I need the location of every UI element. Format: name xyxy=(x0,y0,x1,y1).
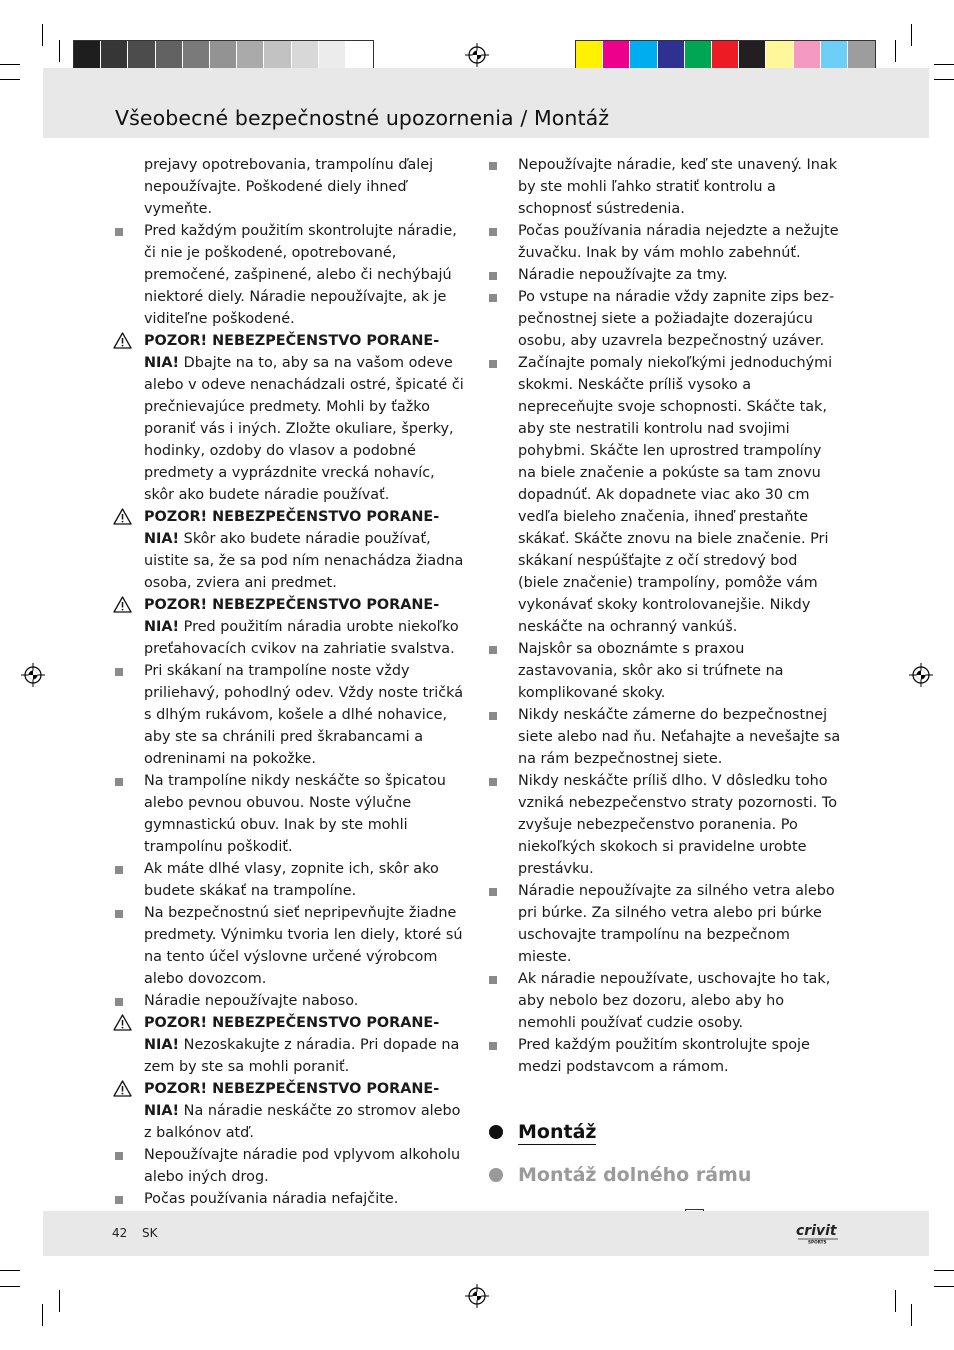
crop-mark xyxy=(895,40,896,62)
list-item: Na bezpečnostnú sieť nepripevňujte žiadne predmety. Výnimku tvoria len diely, ktoré sú na tento účel výslovne určené výrobcom alebo dovozcom. xyxy=(113,902,465,990)
color-swatch xyxy=(101,41,128,70)
warning-triangle-icon xyxy=(113,1080,132,1097)
svg-text:SPORTS: SPORTS xyxy=(808,1239,827,1245)
crop-mark xyxy=(911,1304,912,1326)
warning-item: POZOR! NEBEZPEČENSTVO PORANENIA! Pred použitím náradia urobte niekoľko preťahovacích cvikov na zahriatie svalstva. xyxy=(113,594,465,660)
color-swatch xyxy=(264,41,291,70)
color-swatch xyxy=(630,41,657,70)
list-item: Náradie nepoužívajte za tmy. xyxy=(487,264,842,286)
crop-mark xyxy=(0,1286,20,1287)
list-item: Náradie nepoužívajte naboso. xyxy=(113,990,465,1012)
list-item: Ak náradie nepoužívate, uschovajte ho tak, aby nebolo bez dozoru, alebo aby ho nemohli používať cudzie osoby. xyxy=(487,968,842,1034)
list-item: Najskôr sa oboznámte s praxou zastavovania, skôr ako si trúfnete na komplikované skoky. xyxy=(487,638,842,704)
color-swatch xyxy=(658,41,685,70)
list-item: Náradie nepoužívajte za silného vetra alebo pri búrke. Za silného vetra alebo pri búrke uschovajte trampolínu na bezpečnom mieste. xyxy=(487,880,842,968)
warning-item: POZOR! NEBEZPEČENSTVO PORANENIA! Nezoskakujte z náradia. Pri dopade na zem by ste sa mohli poraniť. xyxy=(113,1012,465,1078)
crop-mark xyxy=(59,1290,60,1312)
crop-mark xyxy=(934,64,954,65)
language-code: SK xyxy=(142,1226,158,1240)
list-item: Počas používania náradia nefajčite. xyxy=(113,1188,465,1210)
svg-text:crivit: crivit xyxy=(796,1223,837,1239)
color-swatch xyxy=(603,41,630,70)
right-column xyxy=(487,154,842,1252)
list-item: Nikdy neskáčte príliš dlho. V dôsledku toho vzniká nebezpečenstvo straty pozornosti. To zvyšuje nebezpečenstvo poranenia. Po niekoľkých skokoch si pravidelne urobte prestávku. xyxy=(487,770,842,880)
registration-mark-icon xyxy=(21,663,45,687)
color-swatch xyxy=(766,41,793,70)
warning-item: POZOR! NEBEZPEČENSTVO PORANENIA! Dbajte na to, aby sa na vašom odeve alebo v odeve nenachádzali ostré, špicaté či prečnievajúce predmety. Mohli by ťažko poraniť vás i iných. Zložte okuliare, šperky, hodinky, ozdoby do vlasov a podobné predmety a vyprázdnite vrecká nohavíc, skôr ako budete náradie používať. xyxy=(113,330,465,506)
crop-mark xyxy=(934,1270,954,1271)
list-item: Na trampolíne nikdy neskáčte so špicatou alebo pevnou obuvou. Noste výlučne gymnastickú obuv. Inak by ste mohli trampolínu poškodiť. xyxy=(113,770,465,858)
color-swatch xyxy=(739,41,766,70)
color-swatch xyxy=(292,41,319,70)
list-item: Pred každým použitím skontrolujte spoje medzi podstavcom a rámom. xyxy=(487,1034,842,1078)
crop-mark xyxy=(42,1304,43,1326)
list-item: Pri skákaní na trampolíne noste vždy priliehavý, pohodlný odev. Vždy noste tričká s dlhým rukávom, košele a dlhé nohavice, aby ste sa chránili pred škrabancami a odreninami na pokožke. xyxy=(113,660,465,770)
list-item: Počas používania náradia nejedzte a nežujte žuvačku. Inak by vám mohlo zabehnúť. xyxy=(487,220,842,264)
list-item: Začínajte pomaly niekoľkými jednoduchými skokmi. Neskáčte príliš vysoko a nepreceňujte svoje schopnosti. Skáčte tak, aby ste nestratili kontrolu nad svojimi pohybmi. Skáčte len uprostred trampolíny na biele značenie a pokúste sa tam znovu dopadnúť. Ak dopadnete viac ako 30 cm vedľa bieleho značenia, ihneď prestaňte skákať. Skáčte znovu na biele značenie. Pri skákaní nespúšťajte z očí stredový bod (biele značenie) trampolíny, pomôže vám vykonávať skoky kontrolovanejšie. Nikdy neskáčte na ochranný vankúš. xyxy=(487,352,842,638)
warning-triangle-icon xyxy=(113,332,132,349)
color-swatch xyxy=(128,41,155,70)
section-bullet-icon xyxy=(489,1125,503,1139)
section-bullet-icon xyxy=(489,1168,503,1182)
section-heading-montaz-dolneho-ramu: Montáž dolného rámu xyxy=(487,1163,842,1187)
color-bar xyxy=(575,40,876,71)
color-swatch xyxy=(848,41,875,70)
crop-mark xyxy=(934,79,954,80)
crop-mark xyxy=(895,1290,896,1312)
crop-mark xyxy=(911,24,912,46)
color-swatch xyxy=(210,41,237,70)
crop-mark xyxy=(0,79,20,80)
grayscale-bar xyxy=(73,40,374,71)
warning-triangle-icon xyxy=(113,508,132,525)
registration-mark-icon xyxy=(909,663,933,687)
list-item: Nepoužívajte náradie, keď ste unavený. Inak by ste mohli ľahko stratiť kontrolu a schopnosť sústredenia. xyxy=(487,154,842,220)
color-swatch xyxy=(183,41,210,70)
list-item: Pred každým použitím skontrolujte náradie, či nie je poškodené, opotrebované, premočené, zašpinené, alebo či nechýbajú niektoré diely. Náradie nepoužívajte, ak je viditeľne poškodené. xyxy=(113,220,465,330)
page-header xyxy=(43,68,929,138)
registration-mark-icon xyxy=(465,1284,489,1308)
section-heading-montaz: Montáž xyxy=(487,1120,842,1144)
warning-item: POZOR! NEBEZPEČENSTVO PORANENIA! Na náradie neskáčte zo stromov alebo z balkónov atď. xyxy=(113,1078,465,1144)
left-column xyxy=(113,154,465,1210)
warning-item: POZOR! NEBEZPEČENSTVO PORANENIA! Skôr ako budete náradie používať, uistite sa, že sa pod ním nenachádza žiadna osoba, zviera ani predmet. xyxy=(113,506,465,594)
color-swatch xyxy=(821,41,848,70)
color-swatch xyxy=(74,41,101,70)
crop-mark xyxy=(0,64,20,65)
color-swatch xyxy=(794,41,821,70)
warning-triangle-icon xyxy=(113,1014,132,1031)
crivit-logo xyxy=(795,1221,841,1245)
crop-mark xyxy=(0,1270,20,1271)
color-swatch xyxy=(685,41,712,70)
list-item: Nepoužívajte náradie pod vplyvom alkoholu alebo iných drog. xyxy=(113,1144,465,1188)
registration-mark-icon xyxy=(465,43,489,67)
list-item: Ak máte dlhé vlasy, zopnite ich, skôr ako budete skákať na trampolíne. xyxy=(113,858,465,902)
color-swatch xyxy=(156,41,183,70)
color-swatch xyxy=(319,41,346,70)
paragraph: prejavy opotrebovania, trampolínu ďalej nepoužívajte. Poškodené diely ihneď vymeňte. xyxy=(144,157,434,217)
warning-triangle-icon xyxy=(113,596,132,613)
crop-mark xyxy=(59,40,60,62)
color-swatch xyxy=(576,41,603,70)
crop-mark xyxy=(934,1286,954,1287)
page-title: Všeobecné bezpečnostné upozornenia / Montáž xyxy=(115,106,610,130)
list-item: Po vstupe na náradie vždy zapnite zips bezpečnostnej siete a požiadajte dozerajúcu osobu, aby uzavrela bezpečnostný uzáver. xyxy=(487,286,842,352)
color-swatch xyxy=(712,41,739,70)
page-number: 42 xyxy=(112,1226,128,1240)
list-item: Nikdy neskáčte zámerne do bezpečnostnej siete alebo nad ňu. Neťahajte a nevešajte sa na rám bezpečnostnej siete. xyxy=(487,704,842,770)
color-swatch xyxy=(346,41,373,70)
color-swatch xyxy=(237,41,264,70)
page-footer xyxy=(43,1211,929,1256)
crop-mark xyxy=(42,24,43,46)
